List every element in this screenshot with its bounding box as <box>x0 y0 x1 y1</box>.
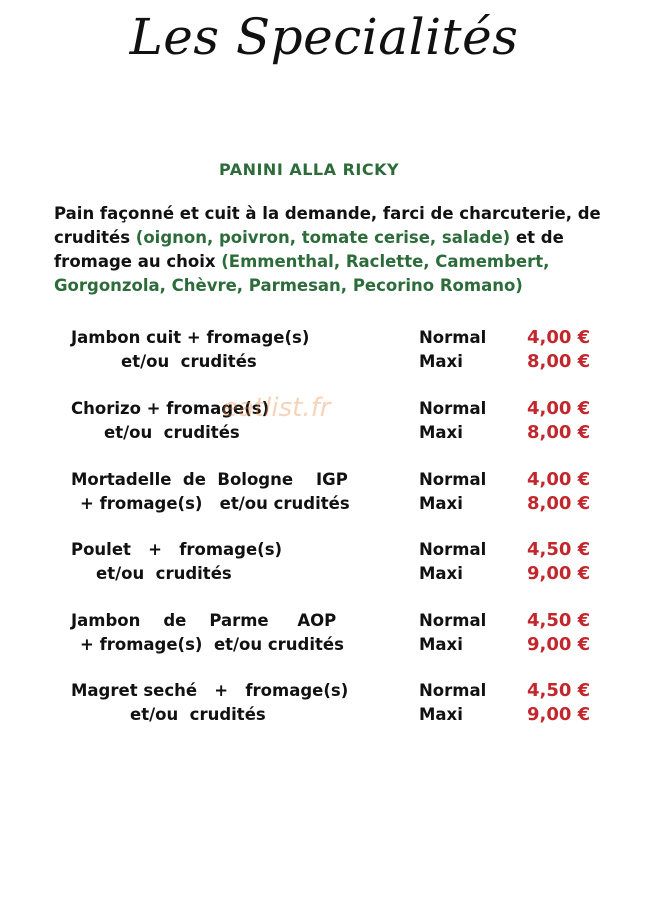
item-name: Jambon cuit + fromage(s) <box>71 328 310 347</box>
menu-item <box>0 679 648 729</box>
price-normal: 4,50 € <box>527 539 591 560</box>
size-normal-label: Normal <box>419 611 487 630</box>
size-normal-label: Normal <box>419 328 487 347</box>
item-options: et/ou crudités <box>96 564 232 583</box>
description-text-2: et de fromage au choix <box>54 228 564 271</box>
size-maxi-label: Maxi <box>419 352 463 371</box>
menu-item <box>0 468 648 518</box>
price-normal: 4,00 € <box>527 398 591 419</box>
size-normal-label: Normal <box>419 399 487 418</box>
price-normal: 4,00 € <box>527 327 591 348</box>
price-maxi: 9,00 € <box>527 563 591 584</box>
size-maxi-label: Maxi <box>419 423 463 442</box>
menu-item <box>0 326 648 376</box>
item-name: Poulet + fromage(s) <box>71 540 283 559</box>
size-normal-label: Normal <box>419 470 487 489</box>
size-maxi-label: Maxi <box>419 564 463 583</box>
item-options: et/ou crudités <box>121 352 257 371</box>
menu-item <box>0 609 648 659</box>
watermark: eatlist.fr <box>222 393 331 423</box>
size-maxi-label: Maxi <box>419 635 463 654</box>
price-normal: 4,50 € <box>527 680 591 701</box>
price-maxi: 8,00 € <box>527 493 591 514</box>
description <box>54 202 614 298</box>
price-maxi: 9,00 € <box>527 704 591 725</box>
item-options: et/ou crudités <box>130 705 266 724</box>
menu-item <box>0 538 648 588</box>
page-title: Les Specialités <box>129 8 519 66</box>
price-maxi: 9,00 € <box>527 634 591 655</box>
item-name: Mortadelle de Bologne IGP <box>71 470 348 489</box>
description-text: Pain façonné et cuit à la demande, farci de charcuterie, de crudités <box>54 204 601 247</box>
size-normal-label: Normal <box>419 540 487 559</box>
item-options: + fromage(s) et/ou crudités <box>80 494 350 513</box>
item-name: Jambon de Parme AOP <box>71 611 337 630</box>
item-name: Chorizo + fromage(s) <box>71 399 270 418</box>
section-title: PANINI ALLA RICKY <box>218 160 400 179</box>
item-name: Magret seché + fromage(s) <box>71 681 349 700</box>
description-veggies: (oignon, poivron, tomate cerise, salade) <box>135 228 511 247</box>
size-maxi-label: Maxi <box>419 705 463 724</box>
price-maxi: 8,00 € <box>527 422 591 443</box>
size-normal-label: Normal <box>419 681 487 700</box>
price-normal: 4,00 € <box>527 469 591 490</box>
item-options: + fromage(s) et/ou crudités <box>80 635 344 654</box>
item-options: et/ou crudités <box>104 423 240 442</box>
description-cheeses: (Emmenthal, Raclette, Camembert, Gorgonzola, Chèvre, Parmesan, Pecorino Romano) <box>54 252 550 295</box>
size-maxi-label: Maxi <box>419 494 463 513</box>
price-maxi: 8,00 € <box>527 351 591 372</box>
price-normal: 4,50 € <box>527 610 591 631</box>
